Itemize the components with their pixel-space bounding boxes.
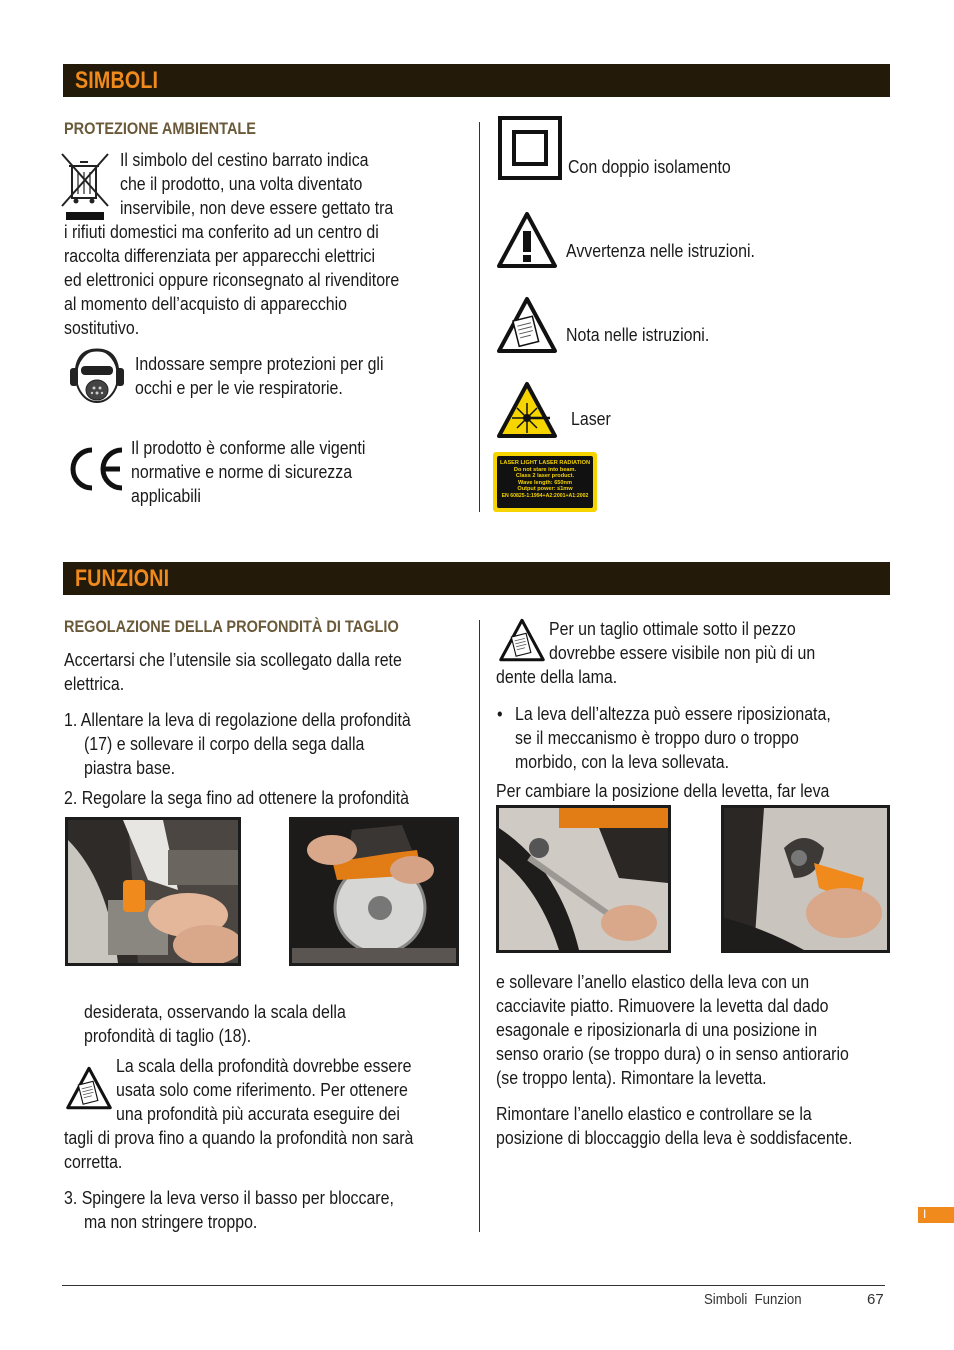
section-title-simboli: SIMBOLI <box>75 67 159 94</box>
depth-heading: REGOLAZIONE DELLA PROFONDITÀ DI TAGLIO <box>64 618 399 636</box>
final-line-2: posizione di bloccaggio della leva è soddisfacente. <box>496 1127 853 1148</box>
bullet-line-1: La leva dell’altezza può essere riposizionata, <box>515 703 831 724</box>
laser-label: Laser <box>571 408 611 429</box>
scale-note-line-3: una profondità più accurata eseguire dei <box>116 1103 400 1124</box>
protection-line-1: Indossare sempre protezioni per gli <box>135 353 384 374</box>
scale-note-line-4: tagli di prova fino a quando la profondità non sarà <box>64 1127 414 1148</box>
scale-note-line-1: La scala della profondità dovrebbe essere <box>116 1055 412 1076</box>
warning-label: Avvertenza nelle istruzioni. <box>566 240 755 261</box>
bullet-line-3: morbido, con la leva sollevata. <box>515 751 730 772</box>
column-divider-funzioni <box>479 620 480 1232</box>
laser-warning-label <box>493 452 597 512</box>
photo-lever-nut <box>721 805 890 953</box>
final-line-1: Rimontare l’anello elastico e controllare se la <box>496 1103 812 1124</box>
page-number: 67 <box>867 1291 884 1308</box>
intro-line-2: elettrica. <box>64 673 125 694</box>
env-line-3: inservibile, non deve essere gettato tra <box>120 197 394 218</box>
step2-cont-line-1: desiderata, osservando la scala della <box>84 1001 346 1022</box>
intro-line-1: Accertarsi che l’utensile sia scollegato dalla rete <box>64 649 402 670</box>
env-line-4: i rifiuti domestici ma conferito ad un centro di <box>64 221 379 242</box>
step1-line-1: 1. Allentare la leva di regolazione della profondità <box>64 709 411 730</box>
laser-label-line-4: Wave length: 650nm <box>518 479 572 486</box>
step1-line-2: (17) e sollevare il corpo della sega dalla <box>84 733 365 754</box>
ce-mark-icon <box>66 444 128 494</box>
lever-line: Per cambiare la posizione della levetta, far leva <box>496 780 830 801</box>
cut-note-line-2: dovrebbe essere visibile non più di un <box>549 642 816 663</box>
note-icon <box>65 1066 113 1110</box>
double-insulation-icon <box>498 116 562 180</box>
language-tab <box>918 1207 954 1223</box>
ring-line-5: (se troppo lenta). Rimontare la levetta. <box>496 1067 767 1088</box>
step1-line-3: piastra base. <box>84 757 176 778</box>
env-heading: PROTEZIONE AMBIENTALE <box>64 120 256 138</box>
env-line-1: Il simbolo del cestino barrato indica <box>120 149 369 170</box>
cut-note-line-3: dente della lama. <box>496 666 618 687</box>
env-line-8: sostitutivo. <box>64 317 140 338</box>
ce-line-1: Il prodotto è conforme alle vigenti <box>131 437 366 458</box>
laser-icon <box>496 381 558 439</box>
ring-line-2: cacciavite piatto. Rimuovere la levetta dal dado <box>496 995 829 1016</box>
crossed-bin-icon <box>60 152 110 222</box>
ear-eye-mask-protection-icon <box>68 346 126 408</box>
photo-saw-body <box>289 817 459 966</box>
footer-section-label: Simboli Funzion <box>704 1291 802 1308</box>
note-label: Nota nelle istruzioni. <box>566 324 710 345</box>
note-icon <box>498 618 546 662</box>
column-divider-simboli <box>479 122 480 512</box>
ce-line-2: normative e norme di sicurezza <box>131 461 353 482</box>
env-line-2: che il prodotto, una volta diventato <box>120 173 363 194</box>
double-insulation-label: Con doppio isolamento <box>568 156 731 177</box>
ring-line-4: senso orario (se troppo dura) o in senso antiorario <box>496 1043 849 1064</box>
footer-rule <box>62 1285 885 1286</box>
laser-label-line-1: LASER LIGHT LASER RADIATION <box>499 460 591 466</box>
warning-icon <box>496 211 558 269</box>
laser-label-line-6: EN 60825-1:1994+A2:2001+A1:2002 <box>501 492 589 499</box>
step2-cont-line-2: profondità di taglio (18). <box>84 1025 252 1046</box>
bullet-mark: • <box>497 703 503 724</box>
scale-note-line-2: usata solo come riferimento. Per ottenere <box>116 1079 408 1100</box>
env-line-7: al momento dell’acquisto di apparecchio <box>64 293 348 314</box>
laser-label-line-5: Output power: ≤1mw <box>517 486 573 493</box>
env-line-5: raccolta differenziata per apparecchi elettrici <box>64 245 376 266</box>
photo-depth-lever <box>65 817 241 966</box>
bullet-line-2: se il meccanismo è troppo duro o troppo <box>515 727 799 748</box>
section-title-funzioni: FUNZIONI <box>75 565 170 592</box>
ce-line-3: applicabili <box>131 485 201 506</box>
env-line-6: ed elettronici oppure riconsegnato al rivenditore <box>64 269 400 290</box>
laser-label-line-3: Class 2 laser product. <box>515 473 575 480</box>
photo-screwdriver-ring <box>496 805 671 953</box>
section-bar-simboli <box>63 64 890 97</box>
section-bar-funzioni <box>63 562 890 595</box>
cut-note-line-1: Per un taglio ottimale sotto il pezzo <box>549 618 796 639</box>
step2-line: 2. Regolare la sega fino ad ottenere la profondità <box>64 787 409 808</box>
language-tab-label: I <box>923 1207 927 1221</box>
laser-label-line-2: Do not stare into beam. <box>513 466 577 473</box>
scale-note-line-5: corretta. <box>64 1151 123 1172</box>
ring-line-1: e sollevare l’anello elastico della leva con un <box>496 971 810 992</box>
note-icon <box>496 296 558 354</box>
step3-line-2: ma non stringere troppo. <box>84 1211 258 1232</box>
step3-line-1: 3. Spingere la leva verso il basso per bloccare, <box>64 1187 394 1208</box>
ring-line-3: esagonale e riposizionarla di una posizione in <box>496 1019 818 1040</box>
protection-line-2: occhi e per le vie respiratorie. <box>135 377 343 398</box>
